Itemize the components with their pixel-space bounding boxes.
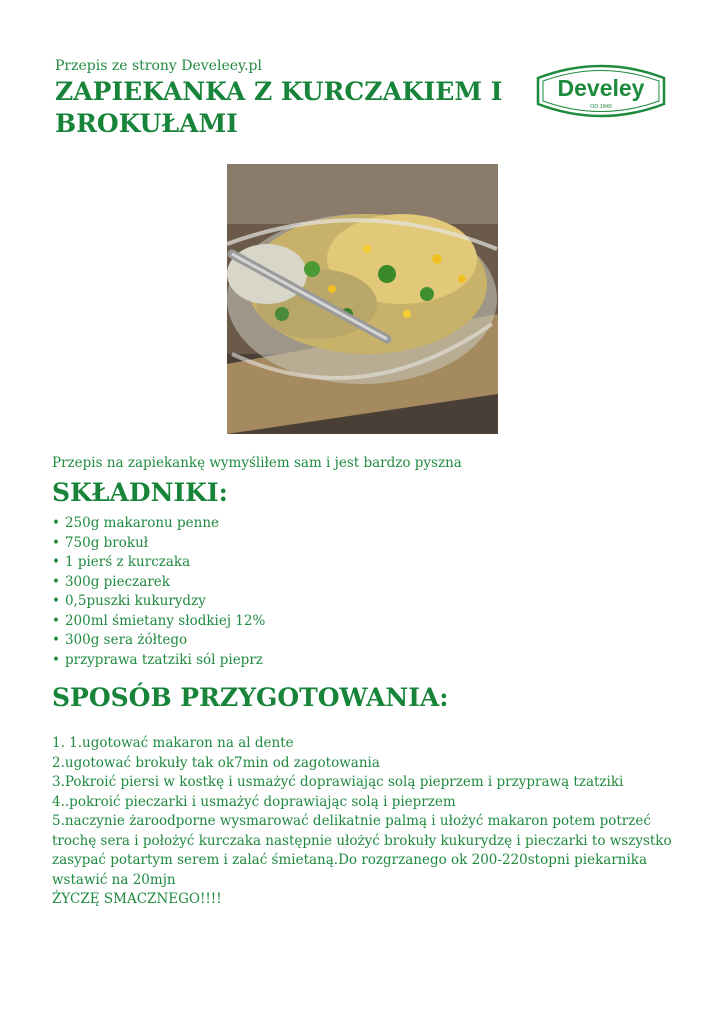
recipe-title: ZAPIEKANKA Z KURCZAKIEM I BROKUŁAMI — [55, 77, 503, 138]
step: 3.Pokroić piersi w kostkę i usmażyć doprawiając solą pieprzem i przyprawą tzatziki — [52, 774, 624, 790]
step: 5.naczynie żaroodporne wysmarować delikatnie palmą i ułożyć makaron potem potrzeć trochę sera i położyć kurczaka następnie ułożyć brokuły kukurydzę i pieczarki to wszystko zasypać potartym serem i zalać śmietaną.Do rozgrzanego ok 200-220stopni piekarnika wstawić na 20mjn — [52, 813, 672, 888]
list-item: • 250g makaronu penne — [52, 514, 265, 534]
recipe-intro: Przepis na zapiekankę wymyśliłem sam i jest bardzo pyszna — [52, 455, 462, 471]
source-line: Przepis ze strony Develeey.pl — [55, 58, 262, 74]
preparation-steps — [52, 734, 672, 910]
step: 1. 1.ugotować makaron na al dente — [52, 735, 294, 751]
logo-subtext: OD 1845 — [589, 104, 613, 110]
ingredients-heading: SKŁADNIKI: — [52, 478, 228, 507]
casserole-photo — [227, 164, 498, 434]
list-item: • 200ml śmietany słodkiej 12% — [52, 612, 265, 632]
list-item: • 300g sera żółtego — [52, 631, 265, 651]
list-item: • 750g brokuł — [52, 534, 265, 554]
preparation-heading: SPOSÓB PRZYGOTOWANIA: — [52, 683, 449, 712]
list-item: • 1 pierś z kurczaka — [52, 553, 265, 573]
list-item: • przyprawa tzatziki sól pieprz — [52, 651, 265, 671]
ingredients-list — [52, 514, 265, 670]
step: 4..pokroić pieczarki i usmażyć doprawiając solą i pieprzem — [52, 793, 456, 810]
logo-text: Develey — [557, 75, 645, 101]
develey-logo — [532, 60, 670, 122]
list-item: • 300g pieczarek — [52, 573, 265, 593]
list-item: • 0,5puszki kukurydzy — [52, 592, 265, 612]
step: 2.ugotować brokuły tak ok7min od zagotowania — [52, 754, 380, 771]
closing-line: ŻYCZĘ SMACZNEGO!!!! — [52, 891, 222, 907]
